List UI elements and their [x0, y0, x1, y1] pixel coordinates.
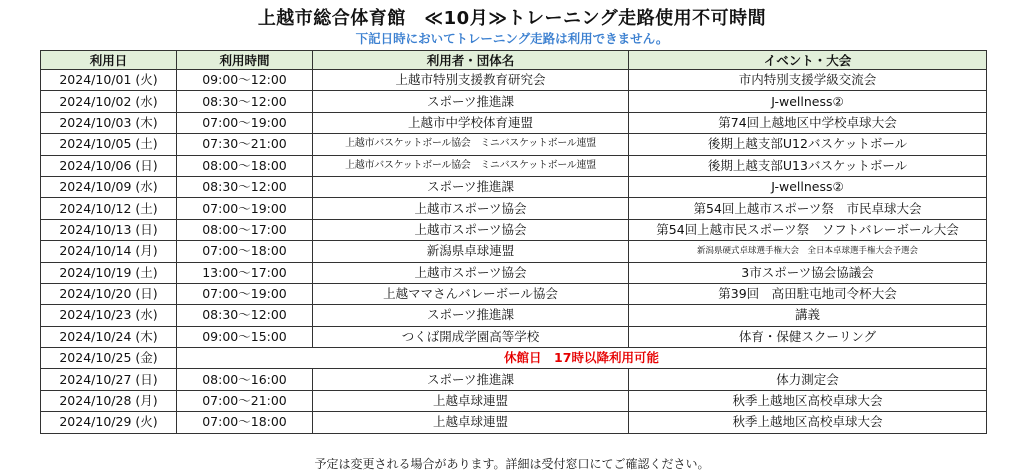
user-cell: 上越卓球連盟 — [313, 390, 629, 411]
date-cell: 2024/10/09 (水) — [41, 176, 177, 197]
table-row — [41, 219, 987, 240]
page-title: 上越市総合体育館 ≪10月≫トレーニング走路使用不可時間 — [257, 8, 767, 29]
date-cell: 2024/10/19 (土) — [41, 262, 177, 283]
time-cell: 08:00～18:00 — [177, 155, 313, 176]
user-cell: スポーツ推進課 — [313, 176, 629, 197]
time-cell: 08:30～12:00 — [177, 305, 313, 326]
table-row — [41, 262, 987, 283]
event-cell: J-wellness② — [629, 91, 987, 112]
table-row — [41, 390, 987, 411]
user-cell: 上越市スポーツ協会 — [313, 262, 629, 283]
time-cell: 08:00～17:00 — [177, 219, 313, 240]
time-cell: 08:30～12:00 — [177, 176, 313, 197]
user-cell: 上越市スポーツ協会 — [313, 219, 629, 240]
date-cell: 2024/10/20 (日) — [41, 283, 177, 304]
footer-note: 予定は変更される場合があります。詳細は受付窓口にてご確認ください。 — [314, 457, 710, 471]
date-cell: 2024/10/03 (木) — [41, 112, 177, 133]
table-row — [41, 241, 987, 262]
time-cell: 07:00～18:00 — [177, 241, 313, 262]
user-cell: 上越卓球連盟 — [313, 412, 629, 433]
date-cell: 2024/10/01 (火) — [41, 70, 177, 91]
table-row — [41, 283, 987, 304]
date-cell: 2024/10/06 (日) — [41, 155, 177, 176]
date-cell: 2024/10/24 (木) — [41, 326, 177, 347]
event-cell: 新潟県硬式卓球選手権大会 全日本卓球選手権大会予選会 — [629, 241, 987, 262]
table-row — [41, 112, 987, 133]
time-cell: 09:00～12:00 — [177, 70, 313, 91]
table-row — [41, 369, 987, 390]
event-cell: 後期上越支部U13バスケットボール — [629, 155, 987, 176]
closed-notice: 休館日 17時以降利用可能 — [177, 348, 987, 369]
time-cell: 07:00～19:00 — [177, 283, 313, 304]
time-cell: 07:00～19:00 — [177, 112, 313, 133]
table-row — [41, 305, 987, 326]
table-row — [41, 176, 987, 197]
table-row — [41, 70, 987, 91]
user-cell: 上越市バスケットボール協会 ミニバスケットボール連盟 — [313, 134, 629, 155]
event-cell: J-wellness② — [629, 176, 987, 197]
event-cell: 第74回上越地区中学校卓球大会 — [629, 112, 987, 133]
date-cell: 2024/10/12 (土) — [41, 198, 177, 219]
time-cell: 08:00～16:00 — [177, 369, 313, 390]
event-cell: 第54回上越市スポーツ祭 市民卓球大会 — [629, 198, 987, 219]
event-cell: 講義 — [629, 305, 987, 326]
table-row — [41, 198, 987, 219]
event-cell: 秋季上越地区高校卓球大会 — [629, 412, 987, 433]
event-cell: 秋季上越地区高校卓球大会 — [629, 390, 987, 411]
time-cell: 09:00～15:00 — [177, 326, 313, 347]
user-cell: スポーツ推進課 — [313, 369, 629, 390]
date-cell: 2024/10/23 (水) — [41, 305, 177, 326]
table-row — [41, 155, 987, 176]
date-cell: 2024/10/27 (日) — [41, 369, 177, 390]
user-cell: 上越市特別支援教育研究会 — [313, 70, 629, 91]
header-date: 利用日 — [41, 51, 177, 70]
user-cell: スポーツ推進課 — [313, 305, 629, 326]
user-cell: 新潟県卓球連盟 — [313, 241, 629, 262]
date-cell: 2024/10/25 (金) — [41, 348, 177, 369]
user-cell: スポーツ推進課 — [313, 91, 629, 112]
date-cell: 2024/10/05 (土) — [41, 134, 177, 155]
user-cell: 上越市中学校体育連盟 — [313, 112, 629, 133]
event-cell: 3市スポーツ協会協議会 — [629, 262, 987, 283]
date-cell: 2024/10/13 (日) — [41, 219, 177, 240]
event-cell: 市内特別支援学級交流会 — [629, 70, 987, 91]
header-user: 利用者・団体名 — [313, 51, 629, 70]
table-row — [41, 91, 987, 112]
time-cell: 13:00～17:00 — [177, 262, 313, 283]
date-cell: 2024/10/28 (月) — [41, 390, 177, 411]
date-cell: 2024/10/29 (火) — [41, 412, 177, 433]
table-header-row — [41, 51, 987, 70]
time-cell: 07:00～21:00 — [177, 390, 313, 411]
table-row — [41, 134, 987, 155]
page-subtitle: 下記日時においてトレーニング走路は利用できません。 — [355, 31, 669, 46]
event-cell: 第39回 高田駐屯地司令杯大会 — [629, 283, 987, 304]
time-cell: 08:30～12:00 — [177, 91, 313, 112]
event-cell: 後期上越支部U12バスケットボール — [629, 134, 987, 155]
event-cell: 第54回上越市民スポーツ祭 ソフトバレーボール大会 — [629, 219, 987, 240]
event-cell: 体力測定会 — [629, 369, 987, 390]
time-cell: 07:00～19:00 — [177, 198, 313, 219]
table-row-closed — [41, 348, 987, 369]
time-cell: 07:00～18:00 — [177, 412, 313, 433]
header-time: 利用時間 — [177, 51, 313, 70]
table-row — [41, 326, 987, 347]
header-event: イベント・大会 — [629, 51, 987, 70]
event-cell: 体育・保健スクーリング — [629, 326, 987, 347]
date-cell: 2024/10/02 (水) — [41, 91, 177, 112]
date-cell: 2024/10/14 (月) — [41, 241, 177, 262]
user-cell: 上越市バスケットボール協会 ミニバスケットボール連盟 — [313, 155, 629, 176]
table-row — [41, 412, 987, 433]
schedule-table — [40, 50, 987, 434]
user-cell: つくば開成学園高等学校 — [313, 326, 629, 347]
time-cell: 07:30～21:00 — [177, 134, 313, 155]
user-cell: 上越ママさんバレーボール協会 — [313, 283, 629, 304]
user-cell: 上越市スポーツ協会 — [313, 198, 629, 219]
